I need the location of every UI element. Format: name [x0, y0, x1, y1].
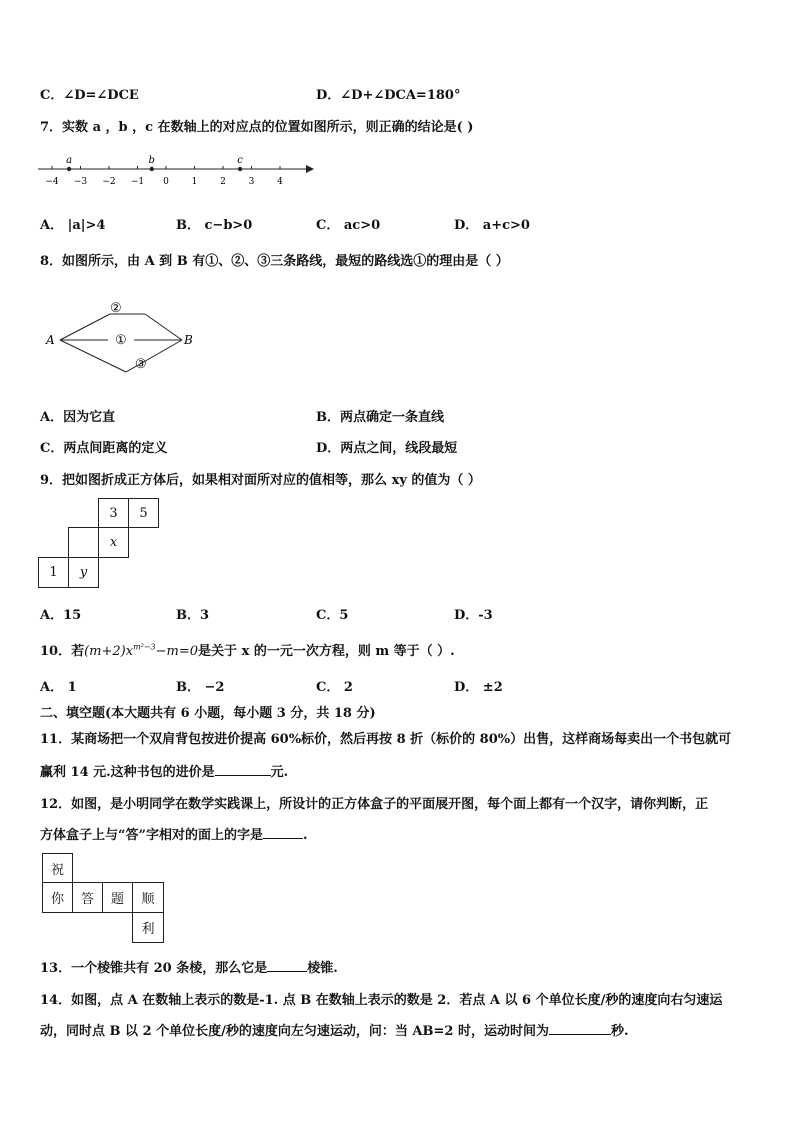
number-line-arrow [306, 165, 314, 173]
net-cell-ni: 你 [42, 882, 73, 913]
route2-label: ② [110, 301, 122, 316]
point-label-c: c [237, 155, 243, 166]
q14-line1: 14．如图，点 A 在数轴上表示的数是-1. 点 B 在数轴上表示的数是 2．若点 A 以 6 个单位长度/秒的速度向右匀速运 [40, 993, 723, 1008]
q12-line2 [40, 824, 308, 843]
q14-answer-blank[interactable] [549, 1020, 611, 1035]
q7-option-b: B． c−b>0 [176, 218, 253, 233]
q10-option-a: A． 1 [40, 680, 77, 695]
q13-text: 13．一个棱锥共有 20 条棱，那么它是 [40, 961, 268, 976]
net-cell-da: 答 [72, 882, 103, 913]
q9-cube-net [38, 498, 168, 588]
net-cell-ti: 题 [102, 882, 133, 913]
section-heading-fill-blank: 二、填空题(本大题共有 6 小题，每小题 3 分，共 18 分) [40, 706, 376, 721]
q8-route-diagram [40, 290, 210, 386]
tick-label: 1 [191, 177, 198, 187]
route2-left [60, 314, 110, 340]
q14-text: 动，同时点 B 以 2 个单位长度/秒的速度向左匀速运动，问：当 AB=2 时，运动时间为 [40, 1024, 549, 1039]
tick-label: −2 [102, 177, 116, 187]
q8-option-c: C．两点间距离的定义 [40, 441, 168, 456]
tick-label: −3 [73, 177, 88, 187]
net-cell-5: 5 [128, 498, 159, 528]
q10-option-c: C． 2 [316, 680, 353, 695]
q6-option-d: D．∠D+∠DCA=180° [316, 88, 461, 103]
q8-option-a: A．因为它直 [40, 410, 116, 425]
q9-option-b: B．3 [176, 608, 210, 623]
point-a-label: A [46, 333, 55, 347]
q6-option-c: C．∠D=∠DCE [40, 88, 139, 103]
q10-exponent: m²−3 [133, 642, 156, 652]
q13-answer-blank[interactable] [267, 957, 307, 972]
q14-unit: 秒. [610, 1024, 629, 1039]
tick-label: −1 [130, 177, 145, 187]
q12-line1: 12．如图，是小明同学在数学实践课上，所设计的正方体盒子的平面展开图，每个面上都有一个汉字，请你判断，正 [40, 797, 709, 812]
q9-stem: 9．把如图折成正方体后，如果相对面所对应的值相等，那么 xy 的值为（ ） [40, 473, 481, 488]
q7-option-d: D． a+c>0 [454, 218, 530, 233]
q9-option-d: D．-3 [454, 608, 493, 623]
q11-unit: 元. [270, 765, 289, 780]
q7-stem: 7．实数 a ，b ，c 在数轴上的对应点的位置如图所示，则正确的结论是( ) [40, 120, 474, 135]
route1-label: ① [115, 333, 127, 348]
q8-option-d: D．两点之间，线段最短 [316, 441, 458, 456]
point-c [238, 167, 242, 171]
q8-option-b: B．两点确定一条直线 [316, 410, 444, 425]
tick-label: −4 [45, 177, 59, 187]
point-b [150, 167, 154, 171]
net-cell-x: x [98, 527, 129, 558]
q10-option-b: B． −2 [176, 680, 225, 695]
tick-label: 2 [220, 177, 226, 187]
q10-option-d: D． ±2 [454, 680, 503, 695]
q10-prefix: 10．若 [40, 644, 85, 659]
q7-option-a: A． |a|>4 [40, 218, 106, 233]
q12-text: 方体盒子上与“答”字相对的面上的字是 [40, 828, 263, 843]
net-cell-zhu: 祝 [42, 853, 73, 883]
q10-suffix: 是关于 x 的一元一次方程，则 m 等于（ ）. [198, 644, 455, 659]
q10-expression-tail: −m=0 [155, 644, 199, 659]
q10-stem [40, 640, 455, 659]
net-cell-li: 利 [132, 912, 164, 943]
q12-period: . [302, 828, 308, 843]
tick-label: 0 [163, 177, 169, 187]
point-label-a: a [66, 155, 73, 166]
q14-line2 [40, 1020, 628, 1039]
point-a [67, 167, 71, 171]
net-cell-3: 3 [98, 498, 129, 528]
q11-answer-blank[interactable] [215, 761, 271, 776]
tick-label: 3 [248, 177, 255, 187]
tick-label: 4 [277, 177, 283, 187]
q11-line1: 11．某商场把一个双肩背包按进价提高 60%标价，然后再按 8 折（标价的 80%）出售，这样商场每卖出一个书包就可 [40, 732, 732, 747]
route3-label: ③ [135, 357, 147, 372]
q9-option-a: A．15 [40, 608, 82, 623]
q13-tail: 棱锥. [307, 961, 338, 976]
q12-answer-blank[interactable] [263, 824, 303, 839]
net-cell-1: 1 [38, 557, 69, 588]
q10-expression: (m+2)x [84, 644, 134, 659]
net-cell-shun: 顺 [132, 882, 164, 913]
net-cell-y: y [68, 557, 99, 588]
point-b-label: B [184, 333, 193, 347]
point-label-b: b [148, 155, 155, 166]
q12-cube-net [42, 853, 166, 943]
q13 [40, 957, 338, 976]
q8-stem: 8．如图所示，由 A 到 B 有①、②、③三条路线，最短的路线选①的理由是（ ） [40, 254, 509, 269]
q11-text: 赢利 14 元.这种书包的进价是 [40, 765, 215, 780]
q11-line2 [40, 761, 288, 780]
q7-option-c: C． ac>0 [316, 218, 381, 233]
net-cell-empty [68, 527, 99, 558]
route2-right [145, 314, 182, 340]
q9-option-c: C．5 [316, 608, 349, 623]
q7-number-line [36, 150, 326, 192]
